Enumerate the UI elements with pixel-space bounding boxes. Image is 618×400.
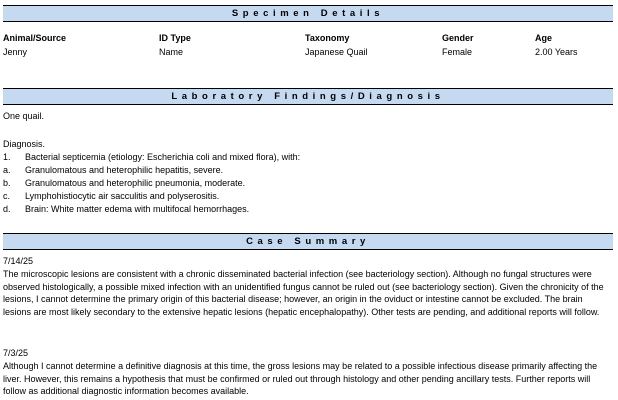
diagnosis-item (3, 191, 219, 201)
case-summary-banner: Case Summary (3, 233, 613, 250)
gender-header: Gender (442, 33, 474, 43)
gender-value: Female (442, 47, 473, 57)
diagnosis-item (3, 178, 245, 188)
diagnosis-marker: c. (3, 191, 11, 201)
age-header: Age (535, 33, 553, 43)
diagnosis-text: Bacterial septicemia (etiology: Escherichia coli and mixed flora), with: (25, 152, 301, 162)
taxonomy-value: Japanese Quail (305, 47, 368, 57)
diagnosis-text: Granulomatous and heterophilic pneumonia, moderate. (25, 178, 246, 188)
age-value: 2.00 Years (535, 47, 578, 57)
findings-intro: One quail. (3, 111, 45, 121)
diagnosis-text: Granulomatous and heterophilic hepatitis, severe. (25, 165, 224, 175)
taxonomy-header: Taxonomy (305, 33, 350, 43)
summary-date: 7/14/25 (3, 256, 34, 266)
diagnosis-marker: a. (3, 165, 11, 175)
id-type-value: Name (159, 47, 184, 57)
diagnosis-marker: d. (3, 204, 11, 214)
summary-date: 7/3/25 (3, 348, 29, 358)
diagnosis-label: Diagnosis. (3, 139, 46, 149)
animal-source-header: Animal/Source (3, 33, 67, 43)
animal-source-value: Jenny (3, 47, 28, 57)
diagnosis-item (3, 165, 223, 175)
diagnosis-text: Lymphohistiocytic air sacculitis and polyserositis. (25, 191, 220, 201)
lab-findings-banner: Laboratory Findings/Diagnosis (3, 88, 613, 105)
diagnosis-item (3, 152, 300, 162)
specimen-details-banner: Specimen Details (3, 5, 613, 22)
summary-text: Although I cannot determine a definitive diagnosis at this time, the gross lesions may be related to a possible infectious disease primarily affecting the liver. However, this remains a hypothesis that must be confirmed or ruled out through histology and other pending ancillary tests. Further reports will follow as additional diagnostic information becomes available. (3, 361, 598, 396)
diagnosis-marker: b. (3, 178, 11, 188)
id-type-header: ID Type (159, 33, 191, 43)
diagnosis-marker: 1. (3, 152, 11, 162)
diagnosis-text: Brain: White matter edema with multifocal hemorrhages. (25, 204, 250, 214)
summary-text: The microscopic lesions are consistent with a chronic disseminated bacterial infection (see bacteriology section). Although no fungal structures were observed histologically, a possible mixed infection with an unidentified fungus cannot be ruled out (see bacteriology section). Given the chronicity of the lesions, I cannot determine the primary origin of this bacterial disease; however, an origin in the oviduct or intestine cannot be excluded. The brain lesions are most likely secondary to the extensive hepatic lesions (hepatic encephalopathy). Other tests are pending, and additional reports will follow. (3, 269, 604, 317)
diagnosis-item (3, 204, 249, 214)
